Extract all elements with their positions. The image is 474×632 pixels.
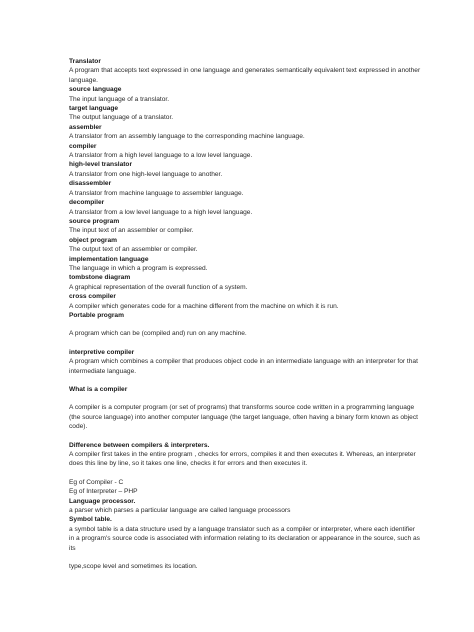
what-is-compiler-body: A compiler is a computer program (or set of programs) that transforms source code written in a programming language (the source language) into another computer language (the target language, often having a binary form known as object code).: [69, 404, 418, 431]
symbol-table-continuation: type,scope level and sometimes its location.: [69, 563, 198, 571]
glossary-term: Translator: [69, 58, 101, 65]
glossary-term: assembler: [69, 123, 102, 131]
language-processor-term: Language processor.: [69, 497, 136, 505]
portable-term: Portable program: [69, 311, 124, 319]
glossary-definition: The output text of an assembler or compiler.: [69, 246, 198, 254]
glossary-definition: A graphical representation of the overall function of a system.: [69, 283, 248, 291]
interpretive-definition: A program which combines a compiler that produces object code in an intermediate language with an interpreter for that intermediate language.: [69, 358, 418, 375]
interpretive-term: interpretive compiler: [69, 348, 135, 356]
what-is-compiler-heading: What is a compiler: [69, 386, 128, 393]
glossary-term: source language: [69, 86, 122, 94]
glossary-term: implementation language: [69, 255, 149, 263]
glossary-definition: A compiler which generates code for a machine different from the machine on which it is run.: [69, 302, 339, 310]
glossary-term: object program: [69, 236, 117, 244]
glossary-definition: The input text of an assembler or compiler.: [69, 227, 194, 235]
glossary-list: [69, 57, 421, 311]
difference-body: A compiler first takes in the entire program , checks for errors, compiles it and then executes it. Whereas, an interpreter does this line by line, so it takes one line, checks it for errors and then executes it.: [69, 451, 416, 468]
glossary-term: cross compiler: [69, 293, 116, 301]
glossary-definition: A translator from a low level language to a high level language.: [69, 208, 253, 216]
glossary-definition: The output language of a translator.: [69, 114, 174, 122]
glossary-definition: A translator from one high-level language to another.: [69, 170, 223, 178]
glossary-term: compiler: [69, 142, 97, 150]
portable-definition: A program which can be (compiled and) run on any machine.: [69, 330, 247, 338]
glossary-term: high-level translator: [69, 161, 133, 169]
language-processor-definition: a parser which parses a particular language are called language processors: [69, 507, 291, 515]
glossary-term: tombstone diagram: [69, 274, 131, 282]
glossary-term: decompiler: [69, 199, 105, 207]
glossary-definition: A translator from an assembly language to the corresponding machine language.: [69, 133, 305, 141]
example-interpreter: Eg of Interpreter – PHP: [69, 488, 138, 496]
glossary-definition: A program that accepts text expressed in one language and generates semantically equivalent text expressed in another language.: [69, 67, 421, 84]
glossary-definition: A translator from machine language to assembler language.: [69, 189, 244, 197]
glossary-term: target language: [69, 105, 119, 113]
example-compiler: Eg of Compiler - C: [69, 478, 124, 486]
glossary-definition: A translator from a high level language to a low level language.: [69, 152, 253, 160]
glossary-definition: The language in which a program is expressed.: [69, 264, 208, 272]
glossary-definition: The input language of a translator.: [69, 95, 170, 103]
difference-heading: Difference between compilers & interpreters.: [69, 441, 210, 449]
document-body: [69, 57, 421, 572]
glossary-term: source program: [69, 217, 120, 225]
symbol-table-term: Symbol table.: [69, 516, 112, 524]
glossary-term: disassembler: [69, 180, 112, 188]
symbol-table-definition: a symbol table is a data structure used by a language translator such as a compiler or interpreter, where each identifier in a program's source code is associated with information relating to its declaration or appearance in the source, such as its: [69, 525, 420, 552]
